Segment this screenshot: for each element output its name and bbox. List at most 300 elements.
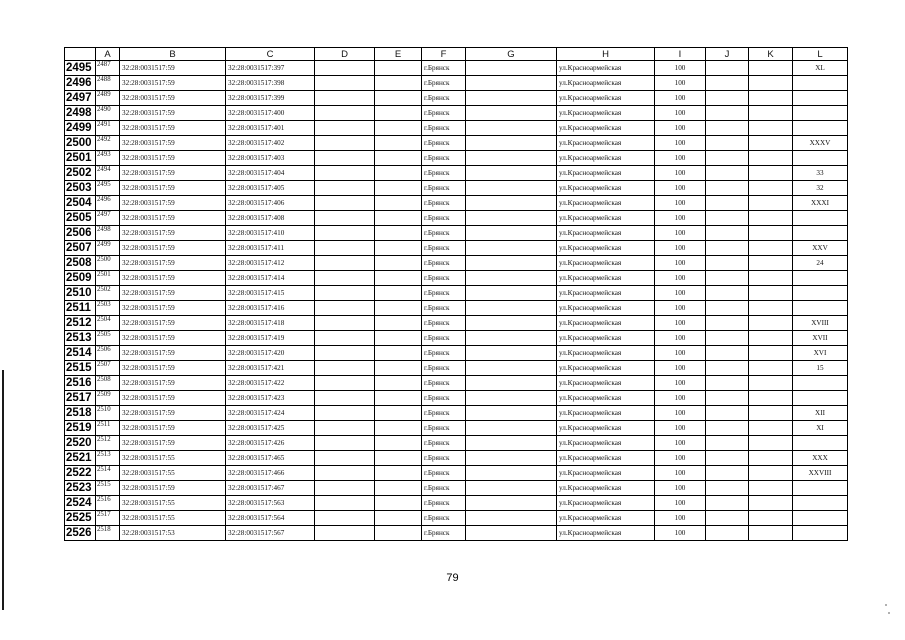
cell-cadastral-number: 32:28:0031517:399 bbox=[226, 91, 315, 106]
cell-e bbox=[375, 436, 422, 451]
row-number: 2524 bbox=[65, 496, 96, 511]
cell-apartment: XXV bbox=[793, 241, 848, 256]
cell-street: ул.Красноармейская bbox=[557, 436, 655, 451]
cell-street: ул.Красноармейская bbox=[557, 346, 655, 361]
cell-j bbox=[706, 271, 749, 286]
cell-street: ул.Красноармейская bbox=[557, 451, 655, 466]
cell-g bbox=[466, 271, 557, 286]
cell-street: ул.Красноармейская bbox=[557, 151, 655, 166]
cell-d bbox=[315, 361, 375, 376]
cell-d bbox=[315, 76, 375, 91]
cell-street: ул.Красноармейская bbox=[557, 406, 655, 421]
cell-d bbox=[315, 166, 375, 181]
row-number: 2506 bbox=[65, 226, 96, 241]
table-row bbox=[65, 301, 848, 316]
cell-g bbox=[466, 166, 557, 181]
cell-apartment: XVI bbox=[793, 346, 848, 361]
table-row bbox=[65, 376, 848, 391]
cell-g bbox=[466, 151, 557, 166]
cell-cadastral-number: 32:28:0031517:403 bbox=[226, 151, 315, 166]
cell-street: ул.Красноармейская bbox=[557, 361, 655, 376]
cell-street: ул.Красноармейская bbox=[557, 166, 655, 181]
cell-city: г.Брянск bbox=[422, 106, 466, 121]
cell-g bbox=[466, 511, 557, 526]
cell-street: ул.Красноармейская bbox=[557, 226, 655, 241]
cell-cadastral-parent: 32:28:0031517:59 bbox=[120, 136, 226, 151]
cell-share: 100 bbox=[655, 106, 706, 121]
cell-d bbox=[315, 271, 375, 286]
cell-share: 100 bbox=[655, 316, 706, 331]
cell-g bbox=[466, 391, 557, 406]
cell-city: г.Брянск bbox=[422, 406, 466, 421]
cell-g bbox=[466, 481, 557, 496]
cell-a: 2516 bbox=[96, 496, 120, 511]
cell-a: 2514 bbox=[96, 466, 120, 481]
column-header-j: J bbox=[706, 48, 749, 61]
cell-street: ул.Красноармейская bbox=[557, 91, 655, 106]
cell-g bbox=[466, 316, 557, 331]
column-header-l: L bbox=[793, 48, 848, 61]
cell-share: 100 bbox=[655, 91, 706, 106]
cell-street: ул.Красноармейская bbox=[557, 301, 655, 316]
table-row bbox=[65, 76, 848, 91]
cell-cadastral-number: 32:28:0031517:415 bbox=[226, 286, 315, 301]
cell-k bbox=[749, 271, 793, 286]
cell-cadastral-parent: 32:28:0031517:55 bbox=[120, 496, 226, 511]
cell-k bbox=[749, 331, 793, 346]
cell-k bbox=[749, 121, 793, 136]
cell-d bbox=[315, 136, 375, 151]
table-row bbox=[65, 211, 848, 226]
cell-k bbox=[749, 301, 793, 316]
cell-j bbox=[706, 376, 749, 391]
table-row bbox=[65, 196, 848, 211]
cell-g bbox=[466, 121, 557, 136]
cell-e bbox=[375, 61, 422, 76]
cell-j bbox=[706, 496, 749, 511]
cell-share: 100 bbox=[655, 121, 706, 136]
cell-share: 100 bbox=[655, 136, 706, 151]
cell-g bbox=[466, 406, 557, 421]
cell-g bbox=[466, 331, 557, 346]
cell-e bbox=[375, 376, 422, 391]
cell-j bbox=[706, 106, 749, 121]
cell-cadastral-parent: 32:28:0031517:55 bbox=[120, 466, 226, 481]
cell-cadastral-parent: 32:28:0031517:59 bbox=[120, 61, 226, 76]
cell-cadastral-number: 32:28:0031517:466 bbox=[226, 466, 315, 481]
cell-apartment bbox=[793, 226, 848, 241]
cell-cadastral-number: 32:28:0031517:404 bbox=[226, 166, 315, 181]
table-row bbox=[65, 346, 848, 361]
column-header-e: E bbox=[375, 48, 422, 61]
cell-city: г.Брянск bbox=[422, 436, 466, 451]
cell-cadastral-number: 32:28:0031517:465 bbox=[226, 451, 315, 466]
cell-cadastral-parent: 32:28:0031517:59 bbox=[120, 391, 226, 406]
table-row bbox=[65, 271, 848, 286]
cell-j bbox=[706, 136, 749, 151]
cell-apartment bbox=[793, 91, 848, 106]
cell-j bbox=[706, 61, 749, 76]
corner-cell bbox=[65, 48, 96, 61]
row-number: 2511 bbox=[65, 301, 96, 316]
cell-a: 2503 bbox=[96, 301, 120, 316]
cell-share: 100 bbox=[655, 166, 706, 181]
cell-j bbox=[706, 451, 749, 466]
cell-cadastral-parent: 32:28:0031517:59 bbox=[120, 286, 226, 301]
row-number: 2516 bbox=[65, 376, 96, 391]
cell-d bbox=[315, 391, 375, 406]
table-row bbox=[65, 256, 848, 271]
cell-g bbox=[466, 466, 557, 481]
column-header-i: I bbox=[655, 48, 706, 61]
cell-d bbox=[315, 301, 375, 316]
cell-j bbox=[706, 91, 749, 106]
cell-a: 2488 bbox=[96, 76, 120, 91]
cell-street: ул.Красноармейская bbox=[557, 61, 655, 76]
cell-city: г.Брянск bbox=[422, 166, 466, 181]
cell-a: 2513 bbox=[96, 451, 120, 466]
cell-city: г.Брянск bbox=[422, 481, 466, 496]
row-number: 2510 bbox=[65, 286, 96, 301]
cell-j bbox=[706, 511, 749, 526]
table-row bbox=[65, 511, 848, 526]
cell-city: г.Брянск bbox=[422, 466, 466, 481]
cell-apartment: XVII bbox=[793, 331, 848, 346]
cell-cadastral-number: 32:28:0031517:420 bbox=[226, 346, 315, 361]
cell-d bbox=[315, 211, 375, 226]
cell-g bbox=[466, 346, 557, 361]
cell-cadastral-parent: 32:28:0031517:59 bbox=[120, 301, 226, 316]
table-row bbox=[65, 391, 848, 406]
cell-apartment bbox=[793, 76, 848, 91]
cell-k bbox=[749, 61, 793, 76]
cell-share: 100 bbox=[655, 301, 706, 316]
cell-g bbox=[466, 496, 557, 511]
cell-apartment bbox=[793, 151, 848, 166]
cell-a: 2493 bbox=[96, 151, 120, 166]
cell-share: 100 bbox=[655, 181, 706, 196]
cell-city: г.Брянск bbox=[422, 451, 466, 466]
cell-apartment: 24 bbox=[793, 256, 848, 271]
column-header-c: C bbox=[226, 48, 315, 61]
cell-e bbox=[375, 301, 422, 316]
cell-d bbox=[315, 241, 375, 256]
cell-k bbox=[749, 151, 793, 166]
cell-d bbox=[315, 481, 375, 496]
row-number: 2514 bbox=[65, 346, 96, 361]
column-header-k: K bbox=[749, 48, 793, 61]
cell-apartment bbox=[793, 301, 848, 316]
cell-street: ул.Красноармейская bbox=[557, 391, 655, 406]
cell-share: 100 bbox=[655, 286, 706, 301]
cell-a: 2509 bbox=[96, 391, 120, 406]
cell-k bbox=[749, 526, 793, 541]
cell-street: ул.Красноармейская bbox=[557, 211, 655, 226]
cell-cadastral-parent: 32:28:0031517:59 bbox=[120, 316, 226, 331]
cell-j bbox=[706, 241, 749, 256]
cell-d bbox=[315, 421, 375, 436]
cell-cadastral-parent: 32:28:0031517:59 bbox=[120, 226, 226, 241]
cell-k bbox=[749, 256, 793, 271]
row-number: 2523 bbox=[65, 481, 96, 496]
cell-k bbox=[749, 211, 793, 226]
cell-d bbox=[315, 61, 375, 76]
cell-d bbox=[315, 406, 375, 421]
cell-city: г.Брянск bbox=[422, 331, 466, 346]
cell-k bbox=[749, 511, 793, 526]
column-header-g: G bbox=[466, 48, 557, 61]
cell-e bbox=[375, 286, 422, 301]
cell-street: ул.Красноармейская bbox=[557, 76, 655, 91]
cell-apartment: XVIII bbox=[793, 316, 848, 331]
cell-j bbox=[706, 76, 749, 91]
cell-k bbox=[749, 361, 793, 376]
cell-d bbox=[315, 331, 375, 346]
cell-cadastral-number: 32:28:0031517:424 bbox=[226, 406, 315, 421]
cell-cadastral-parent: 32:28:0031517:59 bbox=[120, 346, 226, 361]
cell-cadastral-number: 32:28:0031517:567 bbox=[226, 526, 315, 541]
cell-e bbox=[375, 466, 422, 481]
cell-e bbox=[375, 76, 422, 91]
cell-street: ул.Красноармейская bbox=[557, 466, 655, 481]
cell-apartment: XXXI bbox=[793, 196, 848, 211]
cell-g bbox=[466, 376, 557, 391]
cell-j bbox=[706, 406, 749, 421]
cell-street: ул.Красноармейская bbox=[557, 331, 655, 346]
cell-k bbox=[749, 241, 793, 256]
cell-apartment bbox=[793, 286, 848, 301]
cell-e bbox=[375, 136, 422, 151]
cell-g bbox=[466, 226, 557, 241]
row-number: 2505 bbox=[65, 211, 96, 226]
cell-cadastral-parent: 32:28:0031517:59 bbox=[120, 376, 226, 391]
cell-cadastral-parent: 32:28:0031517:59 bbox=[120, 331, 226, 346]
cell-apartment: XII bbox=[793, 406, 848, 421]
table-row bbox=[65, 466, 848, 481]
cell-a: 2502 bbox=[96, 286, 120, 301]
cell-j bbox=[706, 316, 749, 331]
cell-cadastral-parent: 32:28:0031517:55 bbox=[120, 451, 226, 466]
cell-a: 2507 bbox=[96, 361, 120, 376]
table-row bbox=[65, 496, 848, 511]
cell-e bbox=[375, 91, 422, 106]
cell-a: 2505 bbox=[96, 331, 120, 346]
cell-cadastral-number: 32:28:0031517:422 bbox=[226, 376, 315, 391]
table-row bbox=[65, 406, 848, 421]
cell-cadastral-number: 32:28:0031517:416 bbox=[226, 301, 315, 316]
table-body bbox=[65, 61, 848, 541]
cell-cadastral-number: 32:28:0031517:397 bbox=[226, 61, 315, 76]
cell-e bbox=[375, 271, 422, 286]
cell-street: ул.Красноармейская bbox=[557, 526, 655, 541]
row-number: 2517 bbox=[65, 391, 96, 406]
cell-e bbox=[375, 256, 422, 271]
spreadsheet-table bbox=[64, 47, 848, 541]
cell-j bbox=[706, 346, 749, 361]
cell-d bbox=[315, 526, 375, 541]
cell-street: ул.Красноармейская bbox=[557, 481, 655, 496]
cell-e bbox=[375, 316, 422, 331]
table-row bbox=[65, 436, 848, 451]
row-number: 2513 bbox=[65, 331, 96, 346]
cell-d bbox=[315, 286, 375, 301]
cell-cadastral-parent: 32:28:0031517:59 bbox=[120, 196, 226, 211]
cell-k bbox=[749, 391, 793, 406]
row-number: 2525 bbox=[65, 511, 96, 526]
cell-cadastral-number: 32:28:0031517:410 bbox=[226, 226, 315, 241]
cell-share: 100 bbox=[655, 421, 706, 436]
cell-g bbox=[466, 61, 557, 76]
cell-j bbox=[706, 361, 749, 376]
cell-share: 100 bbox=[655, 496, 706, 511]
cell-d bbox=[315, 346, 375, 361]
cell-d bbox=[315, 256, 375, 271]
cell-city: г.Брянск bbox=[422, 361, 466, 376]
cell-e bbox=[375, 106, 422, 121]
row-number: 2501 bbox=[65, 151, 96, 166]
cell-cadastral-number: 32:28:0031517:398 bbox=[226, 76, 315, 91]
cell-k bbox=[749, 196, 793, 211]
cell-d bbox=[315, 151, 375, 166]
row-number: 2508 bbox=[65, 256, 96, 271]
table-row bbox=[65, 286, 848, 301]
cell-a: 2517 bbox=[96, 511, 120, 526]
cell-g bbox=[466, 361, 557, 376]
row-number: 2496 bbox=[65, 76, 96, 91]
cell-a: 2494 bbox=[96, 166, 120, 181]
cell-e bbox=[375, 346, 422, 361]
row-number: 2495 bbox=[65, 61, 96, 76]
cell-j bbox=[706, 466, 749, 481]
cell-k bbox=[749, 421, 793, 436]
cell-g bbox=[466, 241, 557, 256]
cell-a: 2489 bbox=[96, 91, 120, 106]
column-header-row bbox=[65, 48, 848, 61]
row-number: 2509 bbox=[65, 271, 96, 286]
cell-street: ул.Красноармейская bbox=[557, 376, 655, 391]
cell-city: г.Брянск bbox=[422, 241, 466, 256]
cell-city: г.Брянск bbox=[422, 151, 466, 166]
table-row bbox=[65, 316, 848, 331]
cell-street: ул.Красноармейская bbox=[557, 106, 655, 121]
cell-a: 2496 bbox=[96, 196, 120, 211]
row-number: 2504 bbox=[65, 196, 96, 211]
cell-cadastral-parent: 32:28:0031517:59 bbox=[120, 121, 226, 136]
cell-k bbox=[749, 181, 793, 196]
cell-street: ул.Красноармейская bbox=[557, 271, 655, 286]
table-row bbox=[65, 136, 848, 151]
row-number: 2512 bbox=[65, 316, 96, 331]
cell-cadastral-number: 32:28:0031517:563 bbox=[226, 496, 315, 511]
cell-k bbox=[749, 226, 793, 241]
cell-city: г.Брянск bbox=[422, 91, 466, 106]
cell-cadastral-number: 32:28:0031517:564 bbox=[226, 511, 315, 526]
cell-d bbox=[315, 226, 375, 241]
cell-share: 100 bbox=[655, 361, 706, 376]
row-number: 2520 bbox=[65, 436, 96, 451]
cell-a: 2508 bbox=[96, 376, 120, 391]
cell-apartment bbox=[793, 271, 848, 286]
cell-street: ул.Красноармейская bbox=[557, 496, 655, 511]
cell-d bbox=[315, 376, 375, 391]
cell-cadastral-parent: 32:28:0031517:59 bbox=[120, 106, 226, 121]
cell-j bbox=[706, 121, 749, 136]
cell-cadastral-parent: 32:28:0031517:53 bbox=[120, 526, 226, 541]
cell-j bbox=[706, 286, 749, 301]
cell-d bbox=[315, 121, 375, 136]
cell-cadastral-number: 32:28:0031517:418 bbox=[226, 316, 315, 331]
cell-city: г.Брянск bbox=[422, 376, 466, 391]
cell-g bbox=[466, 451, 557, 466]
cell-city: г.Брянск bbox=[422, 286, 466, 301]
cell-city: г.Брянск bbox=[422, 76, 466, 91]
cell-d bbox=[315, 316, 375, 331]
cell-d bbox=[315, 436, 375, 451]
cell-j bbox=[706, 256, 749, 271]
cell-g bbox=[466, 136, 557, 151]
cell-city: г.Брянск bbox=[422, 181, 466, 196]
table-row bbox=[65, 526, 848, 541]
cell-apartment bbox=[793, 526, 848, 541]
cell-e bbox=[375, 391, 422, 406]
table-row bbox=[65, 61, 848, 76]
cell-city: г.Брянск bbox=[422, 346, 466, 361]
cell-cadastral-parent: 32:28:0031517:59 bbox=[120, 76, 226, 91]
cell-share: 100 bbox=[655, 196, 706, 211]
table-row bbox=[65, 481, 848, 496]
cell-apartment: XI bbox=[793, 421, 848, 436]
table-row bbox=[65, 421, 848, 436]
cell-cadastral-number: 32:28:0031517:414 bbox=[226, 271, 315, 286]
row-number: 2500 bbox=[65, 136, 96, 151]
cell-a: 2518 bbox=[96, 526, 120, 541]
cell-j bbox=[706, 481, 749, 496]
row-number: 2521 bbox=[65, 451, 96, 466]
cell-j bbox=[706, 421, 749, 436]
cell-a: 2492 bbox=[96, 136, 120, 151]
cell-cadastral-number: 32:28:0031517:412 bbox=[226, 256, 315, 271]
table-row bbox=[65, 166, 848, 181]
cell-apartment bbox=[793, 106, 848, 121]
cell-cadastral-number: 32:28:0031517:411 bbox=[226, 241, 315, 256]
cell-e bbox=[375, 496, 422, 511]
cell-street: ул.Красноармейская bbox=[557, 286, 655, 301]
cell-a: 2498 bbox=[96, 226, 120, 241]
cell-city: г.Брянск bbox=[422, 391, 466, 406]
cell-j bbox=[706, 196, 749, 211]
cell-g bbox=[466, 91, 557, 106]
cell-share: 100 bbox=[655, 406, 706, 421]
cell-cadastral-number: 32:28:0031517:402 bbox=[226, 136, 315, 151]
cell-a: 2500 bbox=[96, 256, 120, 271]
cell-share: 100 bbox=[655, 256, 706, 271]
cell-apartment bbox=[793, 481, 848, 496]
row-number: 2507 bbox=[65, 241, 96, 256]
table-row bbox=[65, 331, 848, 346]
cell-g bbox=[466, 181, 557, 196]
cell-cadastral-parent: 32:28:0031517:59 bbox=[120, 361, 226, 376]
cell-a: 2487 bbox=[96, 61, 120, 76]
cell-e bbox=[375, 406, 422, 421]
cell-k bbox=[749, 496, 793, 511]
cell-e bbox=[375, 331, 422, 346]
cell-k bbox=[749, 76, 793, 91]
cell-cadastral-number: 32:28:0031517:419 bbox=[226, 331, 315, 346]
cell-k bbox=[749, 91, 793, 106]
cell-j bbox=[706, 391, 749, 406]
cell-j bbox=[706, 526, 749, 541]
table-row bbox=[65, 91, 848, 106]
